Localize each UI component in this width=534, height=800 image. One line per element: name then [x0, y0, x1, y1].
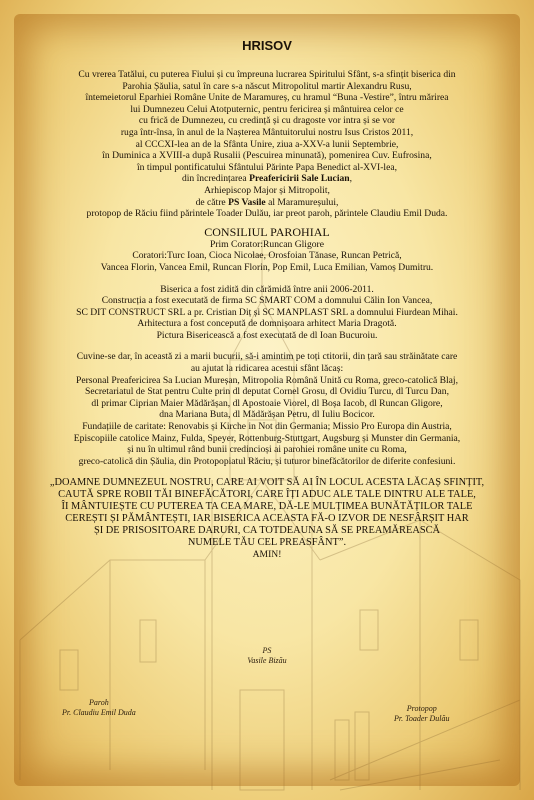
donor-line: Fundațiile de caritate: Renovabis și Kirche in Not din Germania; Missio Pro Europa din Austria, — [82, 421, 452, 433]
prayer-line: CEREȘTI ȘI PĂMÂNTEȘTI, IAR BISERICA ACEASTA FĂ-O IZVOR DE NESFÂRȘIT HAR — [65, 513, 469, 525]
intro-line: întemeietorul Eparhiei Române Unite de Maramureș, cu hramul “Buna -Vestire”, întru mărirea — [85, 92, 449, 104]
construction-line: SC DIT CONSTRUCT SRL a pr. Cristian Diț și SC MANPLAST SRL a domnului Fiurdean Mihai. — [76, 306, 458, 318]
paroh-role: Paroh — [89, 698, 109, 707]
prayer-paragraph — [30, 477, 504, 561]
intro-line: în Duminica a XVIII-a după Rusalii (Pescuirea minunată), pomenirea Cuv. Eufrosina, — [102, 150, 432, 162]
paroh-signature — [62, 698, 136, 717]
archbishop-title: Arhiepiscop Major și Mitropolit, — [204, 184, 330, 196]
donor-line: Secretariatul de Stat pentru Culte prin dl deputat Cornel Grosu, dl Ovidiu Turcu, dl Turcu Dan, — [85, 386, 449, 398]
intro-line: Parohia Șăulia, satul în care s-a născut Mitropolitul martir Alexandru Rusu, — [122, 80, 412, 92]
donor-line: Personal Preafericirea Sa Lucian Mureșan, Mitropolia Română Unită cu Roma, greco-catolică Blaj, — [75, 374, 459, 386]
donor-line: dna Mariana Buta, dl Mădărășan Petru, dl Iuliu Bocicor. — [159, 409, 375, 421]
archbishop-name: Preafericirii Sale Lucian — [249, 173, 350, 185]
amen-text: AMIN! — [252, 549, 282, 561]
intro-line: în timpul pontificatului Sfântului Părinte Papa Benedict al-XVI-lea, — [136, 161, 398, 173]
protopop-line: protopop de Răciu fiind părintele Toader Dulău, iar preot paroh, părintele Claudiu Emil Duda. — [86, 208, 448, 220]
prayer-line: NUMELE TĂU CEL PREASFÂNT”. — [187, 537, 347, 549]
archbishop-post: , — [349, 173, 353, 185]
intro-line: cu frică de Dumnezeu, cu credință și cu dragoste vor intra și se vor — [138, 115, 396, 127]
construction-line: Pictura Bisericească a fost executată de dl Ioan Bucuroiu. — [156, 329, 378, 341]
document-title: HRISOV — [242, 38, 292, 53]
construction-line: Arhitectura a fost concepută de domnișoara arhitect Maria Dragotă. — [137, 318, 397, 330]
construction-paragraph — [30, 284, 504, 342]
council-line: Coratori:Turc Ioan, Cioca Nicolae, Orosfoian Tănase, Runcan Petrică, — [132, 250, 402, 262]
protopop-signature — [394, 704, 450, 723]
construction-line: Construcția a fost executată de firma SC SMART COM a domnului Călin Ion Vancea, — [101, 295, 433, 307]
donors-intro-line: au ajutat la ridicarea acestui sfânt lăcaș: — [190, 363, 344, 375]
intro-paragraph — [30, 69, 504, 220]
bishop-pre: de către — [195, 196, 229, 208]
archbishop-line — [30, 173, 504, 185]
intro-line: al CCCXI-lea an de la Sfânta Unire, ziua a-XXV-a lunii Septembrie, — [135, 138, 399, 150]
prayer-line: CAUTĂ SPRE ROBII TĂI BINEFĂCĂTORI, CARE ÎȚI ADUC ALE TALE DINTRU ALE TALE, — [58, 489, 476, 501]
paroh-sign-name: Pr. Claudiu Emil Duda — [62, 707, 136, 717]
bishop-signature — [0, 646, 534, 665]
bishop-name: PS Vasile — [228, 196, 266, 208]
intro-line: Cu vrerea Tatălui, cu puterea Fiului și cu împreuna lucrarea Spiritului Sfânt, s-a sfințit biserica din — [78, 69, 456, 80]
intro-line: ruga într-însa, în anul de la Nașterea Mântuitorului nostru Isus Cristos 2011, — [120, 126, 414, 138]
archbishop-pre: din încredințarea — [181, 173, 250, 185]
council-line: Prim Corator:Runcan Gligore — [209, 238, 325, 250]
council-line: Vancea Florin, Vancea Emil, Runcan Florin, Pop Emil, Luca Emilian, Vamoș Dumitru. — [100, 261, 434, 273]
council-list — [30, 239, 504, 274]
bishop-post: al Maramureșului, — [265, 196, 339, 208]
bishop-sign-name: Vasile Bizău — [247, 655, 287, 665]
donor-line: Episcopiile catolice Mainz, Fulda, Speyer, Rottenburg-Stuttgart, Augsburg și Munster din Germania, — [73, 432, 461, 444]
construction-line: Biserica a fost zidită din cărămidă între anii 2006-2011. — [160, 283, 374, 295]
prayer-line: „DOAMNE DUMNEZEUL NOSTRU, CARE AI VOIT SĂ AI ÎN LOCUL ACESTA LĂCAȘ SFINȚIT, — [49, 477, 485, 489]
protopop-sign-name: Pr. Toader Dulău — [394, 713, 450, 723]
prayer-line: ȘI DE PRISOSITOARE DARURI, CA TOTDEAUNA SĂ SE PREAMĂREASCĂ — [93, 525, 441, 537]
bishop-line — [30, 197, 504, 209]
donor-line: greco-catolică din Șăulia, din Protopopiatul Răciu, și tuturor binefăcătorilor de diferite confesiuni. — [78, 455, 456, 467]
bishop-role: PS — [262, 646, 272, 655]
donor-line: și nu în ultimul rând bunii credincioși ai parohiei române unite cu Roma, — [127, 444, 407, 456]
protopop-role: Protopop — [406, 704, 437, 713]
prayer-line: ÎI MÂNTUIEȘTE CU PUTEREA TA CEA MARE, DĂ-LE MULȚIMEA BUNĂTĂȚILOR TALE — [61, 501, 473, 513]
document-body — [30, 38, 504, 561]
intro-line: lui Dumnezeu Celui Atotputernic, pentru fericirea și mântuirea celor ce — [130, 103, 404, 115]
donor-line: dl primar Ciprian Maier Mădărășan, dl Apostoaie Viorel, dl Boșa Iacob, dl Runcan Gligore, — [91, 397, 443, 409]
council-heading: CONSILIUL PAROHIAL — [204, 224, 330, 239]
donors-intro-line: Cuvine-se dar, în această zi a marii bucurii, să-i amintim pe toți ctitorii, din țară sau străinătate care — [76, 351, 458, 363]
donors-paragraph — [30, 351, 504, 467]
